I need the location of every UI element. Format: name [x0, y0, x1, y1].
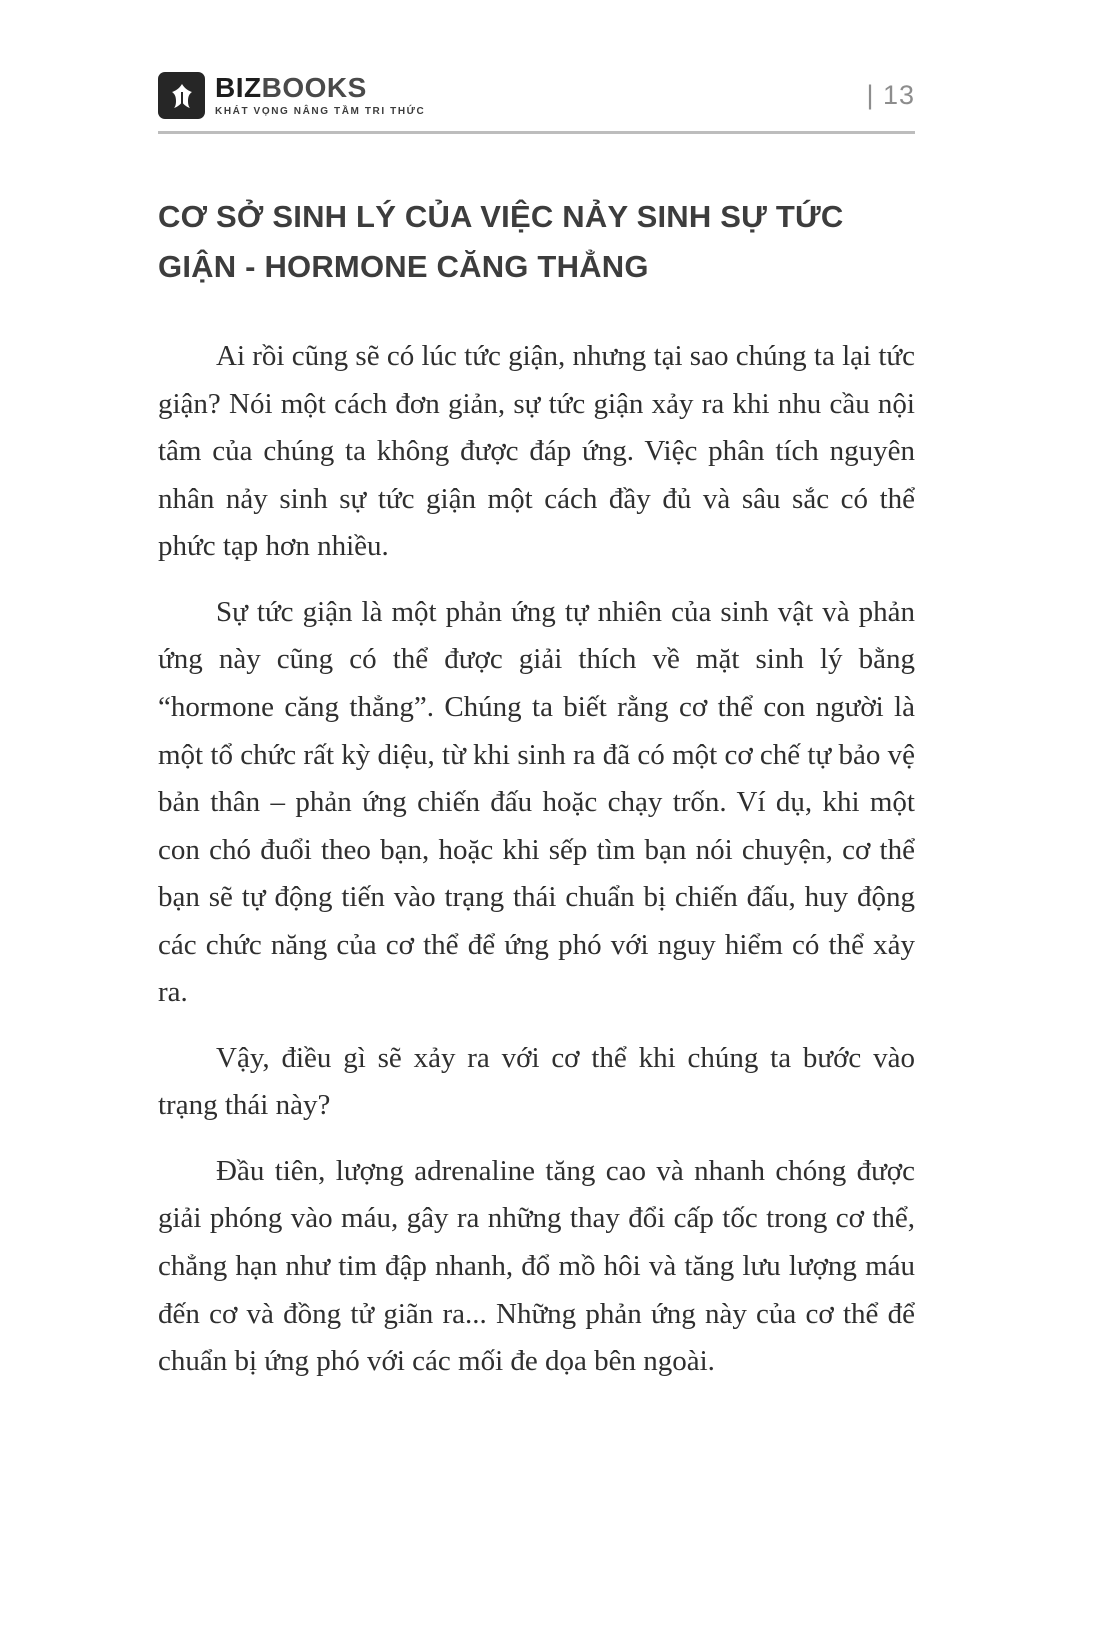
chapter-title: CƠ SỞ SINH LÝ CỦA VIỆC NẢY SINH SỰ TỨC GIẬN - HORMONE CĂNG THẲNG [158, 199, 844, 284]
publisher-name-light: BOOKS [261, 72, 367, 103]
header-divider [158, 131, 915, 134]
paragraph: Ai rồi cũng sẽ có lúc tức giận, nhưng tại sao chúng ta lại tức giận? Nói một cách đơn giản, sự tức giận xảy ra khi nhu cầu nội tâm của chúng ta không được đáp ứng. Việc phân tích nguyên nhân nảy sinh sự tức giận một cách đầy đủ và sâu sắc có thể phức tạp hơn nhiều. [158, 340, 915, 563]
body-text [158, 333, 915, 1385]
publisher-brand-text [215, 74, 425, 117]
publisher-name-bold: BIZ [215, 72, 262, 103]
paragraph: Vậy, điều gì sẽ xảy ra với cơ thể khi chúng ta bước vào trạng thái này? [158, 1041, 915, 1122]
page-content [158, 192, 915, 1386]
publisher-brand [158, 72, 425, 119]
page-number: | 13 [866, 80, 915, 110]
paragraph: Đầu tiên, lượng adrenaline tăng cao và nhanh chóng được giải phóng vào máu, gây ra những thay đổi cấp tốc trong cơ thể, chẳng hạn như tim đập nhanh, đổ mồ hôi và tăng lưu lượng máu đến cơ và đồng tử giãn ra... Những phản ứng này của cơ thể để chuẩn bị ứng phó với các mối đe dọa bên ngoài. [158, 1154, 915, 1378]
paragraph: Sự tức giận là một phản ứng tự nhiên của sinh vật và phản ứng này cũng có thể được giải thích về mặt sinh lý bằng “hormone căng thẳng”. Chúng ta biết rằng cơ thể con người là một tổ chức rất kỳ diệu, từ khi sinh ra đã có một cơ chế tự bảo vệ bản thân – phản ứng chiến đấu hoặc chạy trốn. Ví dụ, khi một con chó đuổi theo bạn, hoặc khi sếp tìm bạn nói chuyện, cơ thể bạn sẽ tự động tiến vào trạng thái chuẩn bị chiến đấu, huy động các chức năng của cơ thể để ứng phó với nguy hiểm có thể xảy ra. [158, 595, 915, 1009]
page-header [158, 72, 915, 119]
publisher-tagline: KHÁT VỌNG NÂNG TẦM TRI THỨC [215, 106, 426, 117]
bizbooks-logo-icon [158, 72, 205, 119]
publisher-name [215, 74, 425, 102]
